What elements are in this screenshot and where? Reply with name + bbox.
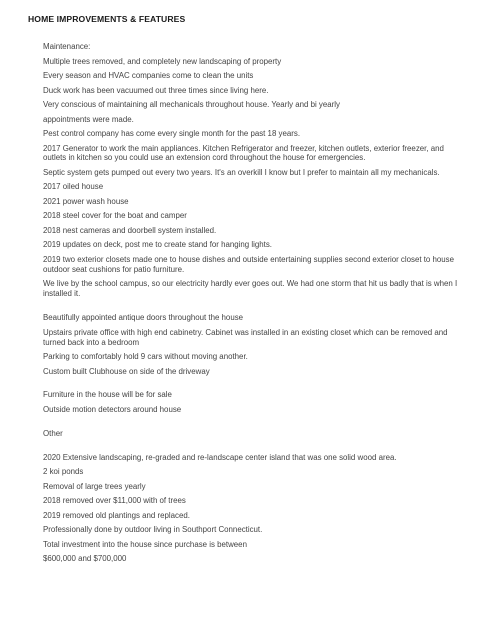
text-line: Pest control company has come every single month for the past 18 years. bbox=[43, 129, 301, 138]
text-line: 2019 updates on deck, post me to create stand for hanging lights. bbox=[43, 240, 272, 250]
text-line: 2018 steel cover for the boat and camper bbox=[43, 211, 187, 221]
other-heading-section bbox=[43, 429, 468, 439]
text-line: Professionally done by outdoor living in Southport Connecticut. bbox=[43, 525, 263, 535]
text-line: Septic system gets pumped out every two years. It's an overkill I know but I prefer to maintain all my mechanicals. bbox=[43, 167, 440, 177]
features-section bbox=[43, 313, 468, 376]
text-line: appointments were made. bbox=[43, 114, 134, 124]
text-line: Other bbox=[43, 428, 63, 438]
maintenance-section bbox=[43, 42, 468, 299]
text-line: Beautifully appointed antique doors throughout the house bbox=[43, 313, 244, 323]
text-line: Furniture in the house will be for sale bbox=[43, 390, 172, 400]
text-line: 2018 nest cameras and doorbell system installed. bbox=[43, 225, 217, 235]
text-line: Multiple trees removed, and completely new landscaping of property bbox=[43, 56, 282, 66]
text-line: Every season and HVAC companies come to clean the units bbox=[43, 71, 254, 80]
section-gap bbox=[43, 419, 468, 428]
landscaping-section bbox=[43, 453, 468, 564]
text-line: 2021 power wash house bbox=[43, 196, 129, 206]
section-gap bbox=[43, 443, 468, 452]
text-line: Parking to comfortably hold 9 cars without moving another. bbox=[43, 352, 248, 362]
text-line: Custom built Clubhouse on side of the driveway bbox=[43, 366, 210, 376]
extras-section bbox=[43, 390, 468, 414]
text-line: 2019 two exterior closets made one to house dishes and outside entertaining supplies second exterior closet to house outdoor seat cushions for patio furniture. bbox=[43, 254, 455, 274]
page-title: HOME IMPROVEMENTS & FEATURES bbox=[28, 14, 186, 24]
text-line: 2020 Extensive landscaping, re-graded and re-landscape center island that was one solid wood area. bbox=[43, 452, 397, 462]
text-line: Very conscious of maintaining all mechanicals throughout house. Yearly and bi yearly bbox=[43, 100, 340, 109]
text-line: Total investment into the house since purchase is between bbox=[43, 539, 247, 549]
document-body bbox=[43, 42, 468, 569]
text-line: Upstairs private office with high end cabinetry. Cabinet was installed in an existing closet which can be removed and turned back into a bedroom bbox=[43, 327, 448, 347]
text-line: 2 koi ponds bbox=[43, 467, 84, 477]
text-line: 2017 Generator to work the main appliances. Kitchen Refrigerator and freezer, kitchen outlets, exterior freezer, and outlets in kitchen so you could use an extension cord throughout the house for emergencies. bbox=[43, 143, 444, 163]
text-line: 2018 removed over $11,000 with of trees bbox=[43, 496, 186, 506]
text-line: Maintenance: bbox=[43, 42, 91, 51]
section-gap bbox=[43, 381, 468, 390]
text-line: $600,000 and $700,000 bbox=[43, 554, 127, 564]
text-line: 2019 removed old plantings and replaced. bbox=[43, 510, 190, 520]
text-line: We live by the school campus, so our electricity hardly ever goes out. We had one storm that hit us badly that is when I installed it. bbox=[43, 279, 458, 299]
text-line: Outside motion detectors around house bbox=[43, 404, 182, 414]
text-line: Duck work has been vacuumed out three times since living here. bbox=[43, 85, 269, 95]
section-gap bbox=[43, 304, 468, 313]
text-line: Removal of large trees yearly bbox=[43, 481, 146, 491]
text-line: 2017 oiled house bbox=[43, 182, 104, 192]
